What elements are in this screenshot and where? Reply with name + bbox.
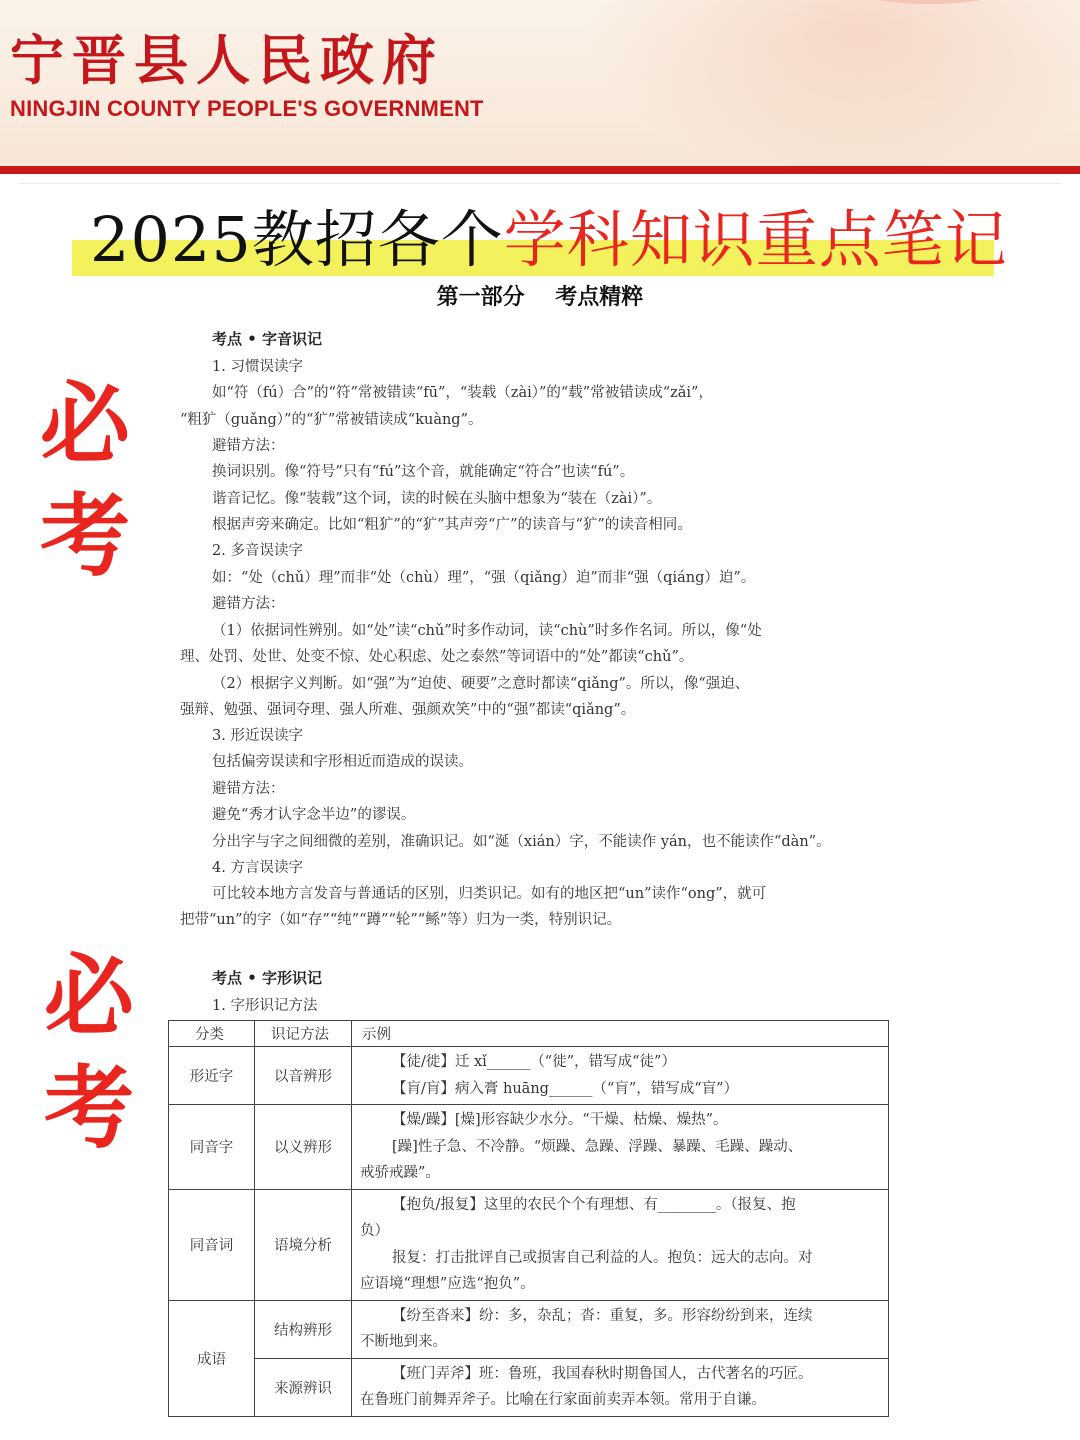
table-cell-method: 语境分析 [255, 1189, 352, 1300]
example-line: 不断地到来。 [360, 1334, 447, 1350]
text-line: （2）根据字义判断。如“强”为“迫使、硬要”之意时都读“qiǎng”。所以，像“强迫、 [212, 676, 750, 692]
section-heading-pronunciation: 考点 • 字音识记 [212, 330, 323, 348]
table-cell-method: 结构辨形 [255, 1300, 352, 1358]
text-line: 2. 多音误读字 [212, 543, 303, 559]
example-line: 【燥/躁】[燥]形容缺少水分。“干燥、枯燥、燥热”。 [392, 1112, 728, 1128]
table-cell-example [352, 1105, 889, 1190]
text-line: 避错方法： [212, 596, 285, 612]
org-name-cn: 宁晋县人民政府 [10, 29, 444, 92]
table-header-example: 示例 [352, 1021, 889, 1047]
table-cell-method: 以义辨形 [255, 1105, 352, 1190]
example-line: [躁]性子急、不冷静。“烦躁、急躁、浮躁、暴躁、毛躁、躁动、 [392, 1138, 803, 1155]
text-line: 强辩、勉强、强词夺理、强人所难、强颜欢笑”中的“强”都读“qiǎng”。 [180, 702, 636, 718]
table-row [169, 1358, 889, 1416]
table-cell-example [352, 1300, 889, 1358]
text-line: 1. 习惯误读字 [212, 359, 303, 375]
text-line: 如“符（fú）合”的“符”常被错读“fū”，“装载（zài）”的“载”常被错读成“zǎi”， [212, 385, 713, 401]
side-label-bi-1: 必 [40, 372, 130, 477]
title-part-black: 2025教招各个 [90, 203, 504, 276]
table-header-category: 分类 [169, 1021, 255, 1047]
text-line: 根据声旁来确定。比如“粗犷”的“犷”其声旁“广”的读音与“犷”的读音相同。 [212, 517, 692, 533]
table-cell-example [352, 1189, 889, 1300]
side-label-kao-2: 考 [44, 1056, 134, 1161]
table-cell-method: 来源辨识 [255, 1358, 352, 1416]
text-line: 可比较本地方言发音与普通话的区别，归类识记。如有的地区把“un”读作“ong”，就可 [212, 886, 767, 902]
table-cell-example [352, 1047, 889, 1105]
text-line: 避错方法： [212, 781, 285, 797]
org-name-en: NINGJIN COUNTY PEOPLE'S GOVERNMENT [10, 96, 484, 121]
side-label-bi-2: 必 [44, 944, 134, 1049]
part-subtitle: 第一部分 考点精粹 [436, 285, 644, 310]
text-line: 4. 方言误读字 [212, 860, 303, 876]
header-divider [18, 183, 1062, 184]
table-row [169, 1300, 889, 1358]
page-title [90, 198, 1008, 282]
example-line: 报复：打击批评自己或损害自己利益的人。抱负：远大的志向。对 [392, 1249, 813, 1266]
table-cell-method: 以音辨形 [255, 1047, 352, 1105]
example-line: 【抱负/报复】这里的农民个个有理想、有________。（报复、抱 [392, 1196, 796, 1213]
glyph-method-table [168, 1020, 889, 1417]
text-line: （1）依据词性辨别。如“处”读“chǔ”时多作动词，读“chù”时多作名词。所以，像“处 [212, 623, 762, 639]
example-line: 在鲁班门前舞弄斧子。比喻在行家面前卖弄本领。常用于自谦。 [360, 1392, 766, 1408]
header-red-rule [0, 166, 1080, 174]
example-line: 【班门弄斧】班：鲁班，我国春秋时期鲁国人，古代著名的巧匠。 [392, 1365, 813, 1382]
banner-glow [580, 0, 1080, 168]
example-line: 戒骄戒躁”。 [360, 1165, 440, 1181]
text-line: 避错方法： [212, 438, 285, 454]
table-cell-example [352, 1358, 889, 1416]
table-cell-category: 形近字 [169, 1047, 255, 1105]
table-header-row [169, 1021, 889, 1047]
example-line: 【徒/徙】迁 xǐ______（“徙”，错写成“徒”） [392, 1054, 676, 1070]
side-label-kao-1: 考 [40, 484, 130, 589]
text-line: 包括偏旁误读和字形相近而造成的误读。 [212, 754, 473, 770]
text-line: “粗犷（guǎng）”的“犷”常被错读成“kuàng”。 [180, 412, 483, 428]
table-header-method: 识记方法 [255, 1021, 352, 1047]
table-cell-category: 成语 [169, 1300, 255, 1416]
text-line: 换词识别。像“符号”只有“fú”这个音，就能确定“符合”也读“fú”。 [212, 464, 635, 480]
text-line: 如：“处（chǔ）理”而非“处（chù）理”，“强（qiǎng）迫”而非“强（qiáng）迫”。 [212, 570, 756, 586]
text-line: 分出字与字之间细微的差别，准确识记。如“涎（xián）字，不能读作 yán，也不能读作“dàn”。 [212, 834, 831, 850]
example-line: 应语境“理想”应选“抱负”。 [360, 1276, 535, 1292]
table-row [169, 1047, 889, 1105]
table-row [169, 1189, 889, 1300]
text-line: 把带“un”的字（如“存”“纯”“蹲”“轮”“鲧”等）归为一类，特别识记。 [180, 912, 622, 928]
table-cell-category: 同音词 [169, 1189, 255, 1300]
text-line: 理、处罚、处世、处变不惊、处心积虑、处之泰然”等词语中的“处”都读“chǔ”。 [180, 649, 694, 665]
example-line: 【纷至沓来】纷：多，杂乱；沓：重复，多。形容纷纷到来，连续 [392, 1307, 813, 1324]
table-row [169, 1105, 889, 1190]
example-line: 负） [360, 1223, 389, 1239]
text-line: 避免“秀才认字念半边”的谬误。 [212, 807, 416, 823]
title-part-red: 学科知识重点笔记 [503, 203, 1008, 276]
example-line: 【肓/肓】病入膏 huāng______（“肓”，错写成“盲”） [392, 1080, 739, 1097]
section-heading-glyph: 考点 • 字形识记 [212, 969, 323, 987]
text-line: 3. 形近误读字 [212, 728, 303, 744]
table-cell-category: 同音字 [169, 1105, 255, 1190]
text-line: 谐音记忆。像“装载”这个词，读的时候在头脑中想象为“装在（zài）”。 [212, 491, 662, 507]
table-caption: 1. 字形识记方法 [212, 998, 318, 1014]
header-banner [0, 0, 1080, 168]
